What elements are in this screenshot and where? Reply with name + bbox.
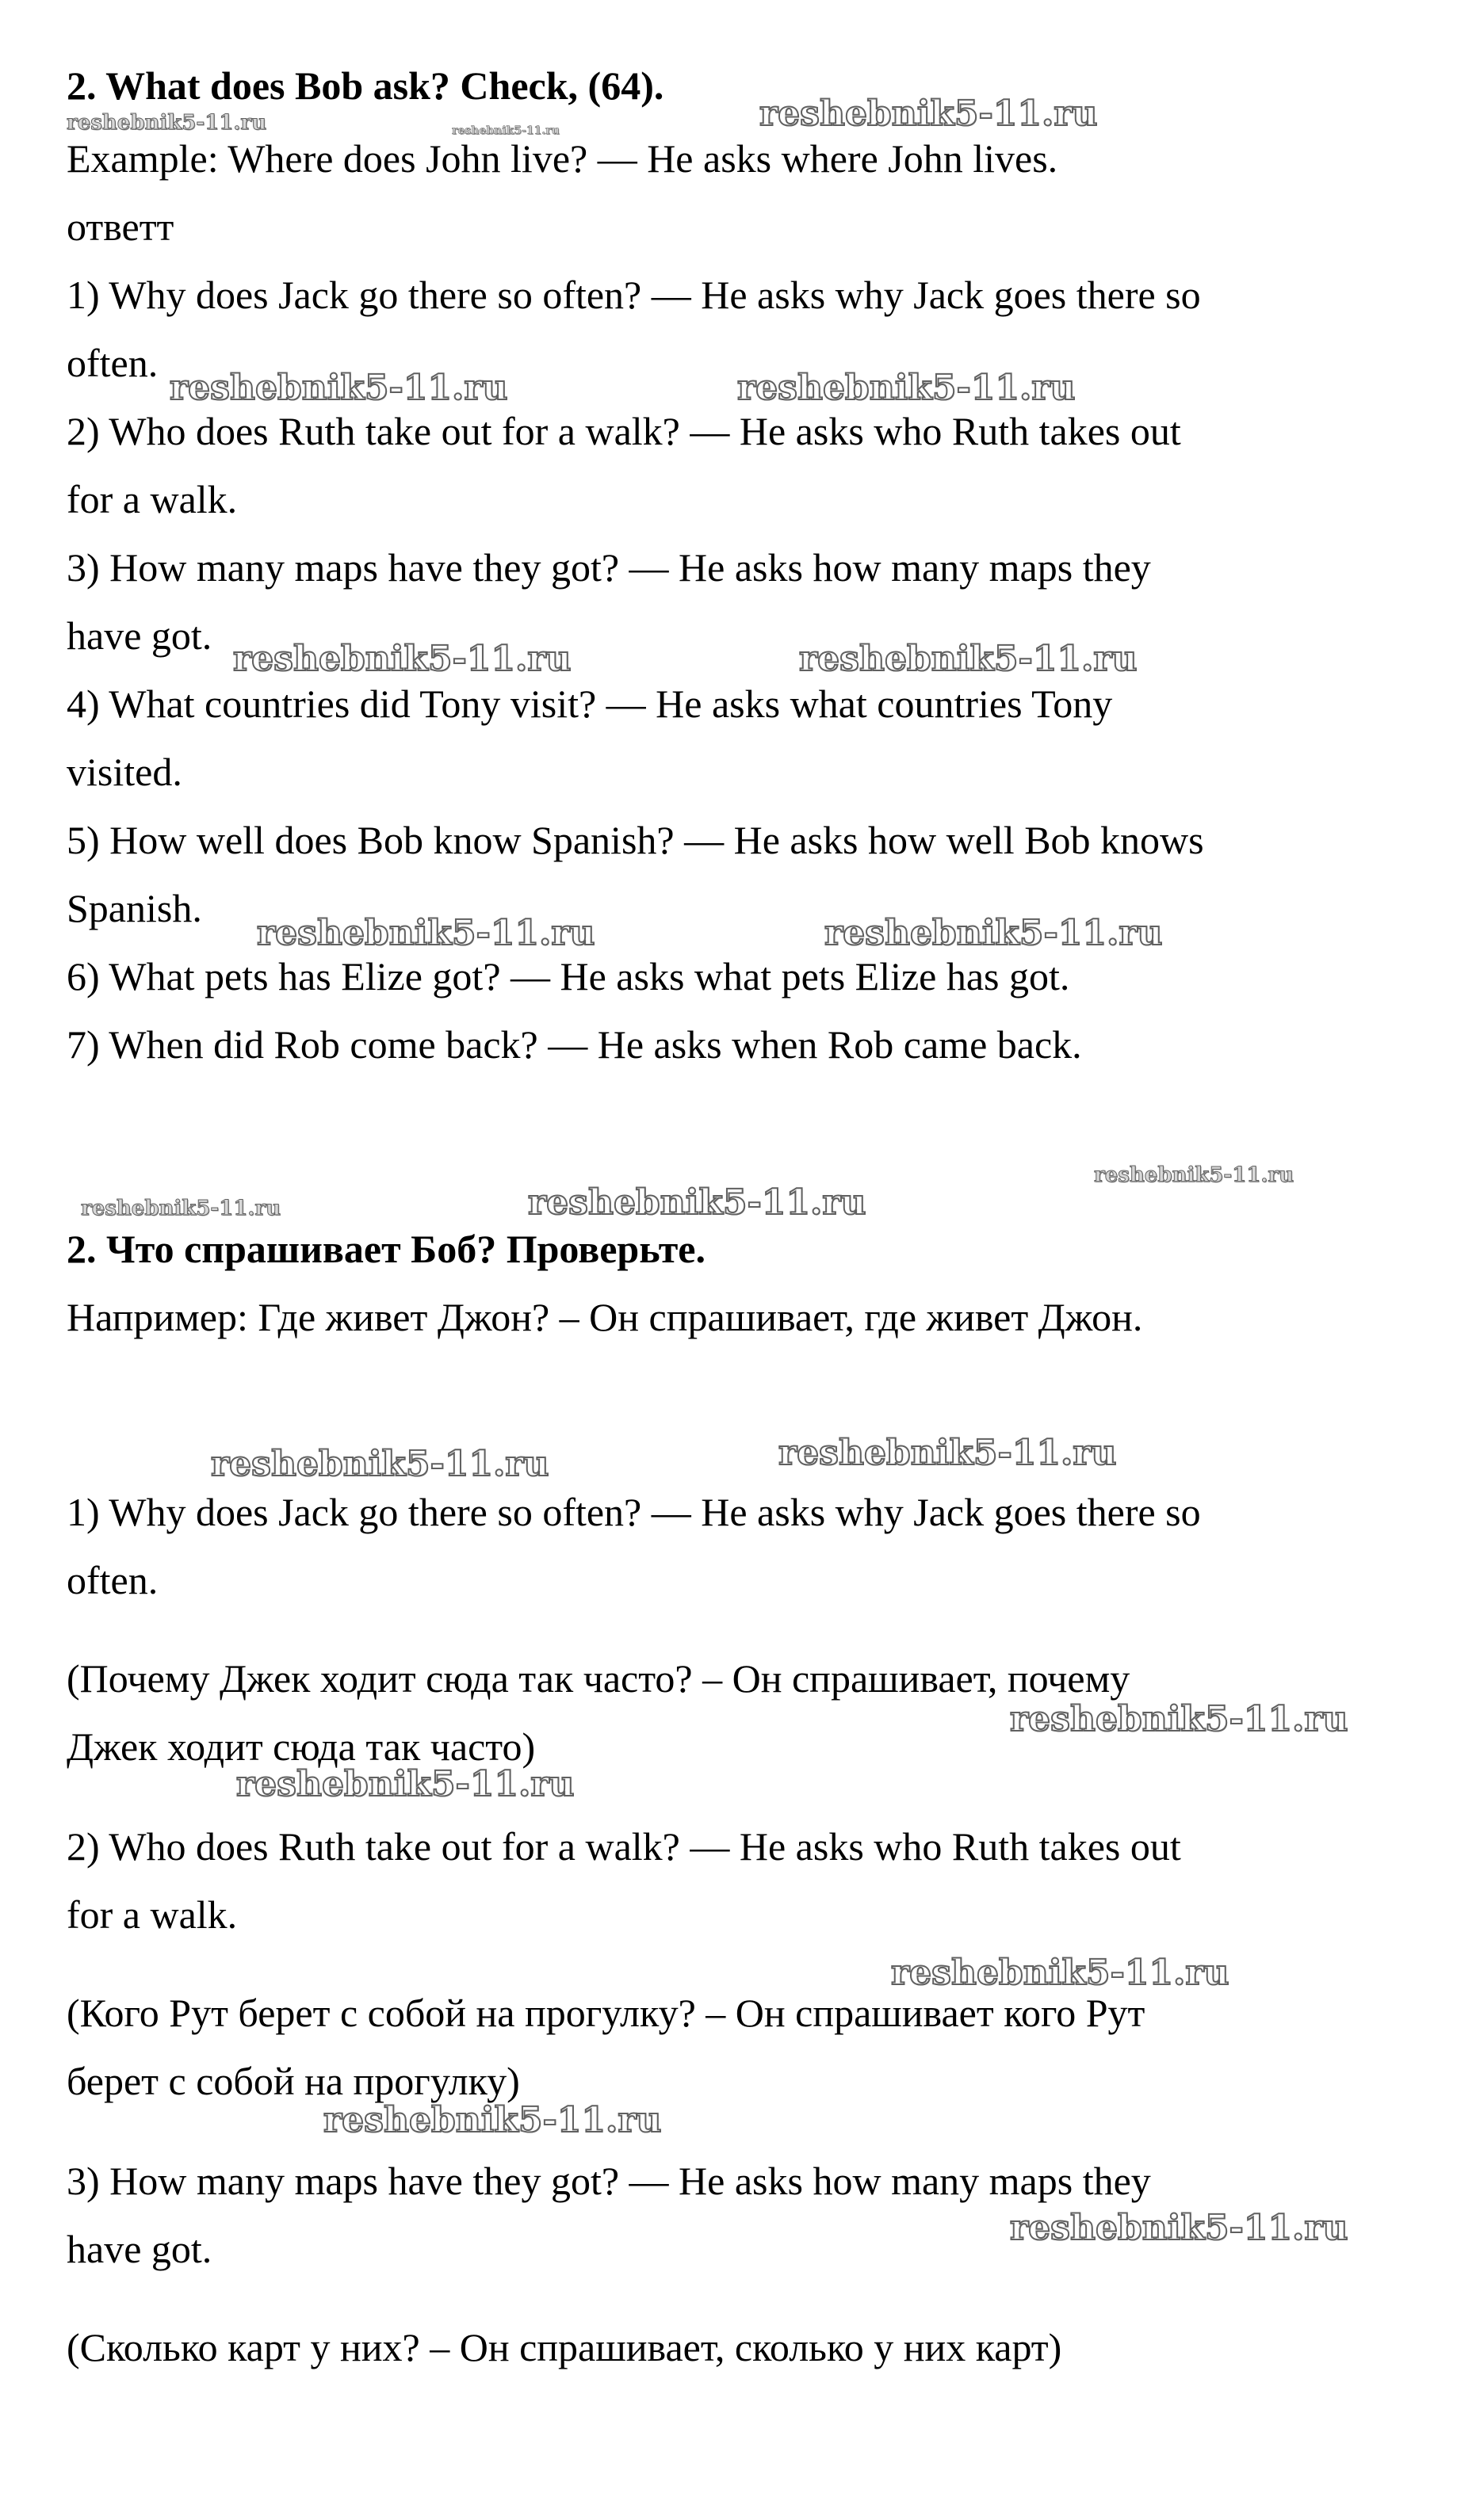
answer-label: ответт [67,204,174,249]
answer-item-5-line-1: 5) How well does Bob know Spanish? — He asks how well Bob knows [67,818,1204,862]
answer-item-4-line-1: 4) What countries did Tony visit? — He asks what countries Tony [67,682,1113,726]
watermark: reshebnik5-11.ru [67,111,267,135]
watermark: reshebnik5-11.ru [81,1197,281,1220]
watermark: reshebnik5-11.ru [323,2100,662,2140]
watermark: reshebnik5-11.ru [737,368,1076,408]
answer-item-3-line-2: have got. [67,613,212,658]
translation-item-2-ru-line-1: (Кого Рут берет с собой на прогулку? – Он спрашивает кого Рут [67,1991,1145,2035]
watermark: reshebnik5-11.ru [170,368,508,408]
exercise-heading: 2. What does Bob ask? Check, (64). [67,63,664,108]
watermark: reshebnik5-11.ru [891,1953,1229,1993]
translation-item-2-en-line-2: for a walk. [67,1892,238,1937]
translation-item-3-ru-line-1: (Сколько карт у них? – Он спрашивает, сколько у них карт) [67,2325,1062,2369]
watermark: reshebnik5-11.ru [236,1764,575,1804]
watermark: reshebnik5-11.ru [778,1433,1117,1473]
watermark: reshebnik5-11.ru [824,913,1163,953]
watermark: reshebnik5-11.ru [211,1444,549,1484]
translation-item-2-ru-line-2: берет с собой на прогулку) [67,2059,520,2103]
translation-item-1-ru-line-2: Джек ходит сюда так часто) [67,1724,536,1769]
watermark: reshebnik5-11.ru [1010,1699,1348,1739]
watermark: reshebnik5-11.ru [528,1182,866,1223]
answer-item-4-line-2: visited. [67,750,182,794]
answer-item-1-line-1: 1) Why does Jack go there so often? — He asks why Jack goes there so [67,273,1201,317]
translation-item-1-ru-line-1: (Почему Джек ходит сюда так часто? – Он спрашивает, почему [67,1656,1130,1701]
watermark: reshebnik5-11.ru [1010,2208,1348,2248]
watermark: reshebnik5-11.ru [759,94,1098,134]
translation-item-1-en-line-2: often. [67,1558,159,1602]
translation-item-3-en-line-2: have got. [67,2227,212,2271]
example-line: Example: Where does John live? — He asks where John lives. [67,136,1058,181]
watermark: reshebnik5-11.ru [1094,1163,1294,1187]
answer-item-3-line-1: 3) How many maps have they got? — He asks how many maps they [67,545,1151,590]
watermark: reshebnik5-11.ru [799,639,1138,679]
watermark: reshebnik5-11.ru [452,124,560,137]
answer-item-1-line-2: often. [67,341,159,385]
translation-item-2-en-line-1: 2) Who does Ruth take out for a walk? — He asks who Ruth takes out [67,1824,1181,1869]
answer-item-7: 7) When did Rob come back? — He asks when Rob came back. [67,1022,1082,1067]
answer-item-5-line-2: Spanish. [67,886,202,930]
answer-item-2-line-2: for a walk. [67,477,238,521]
watermark: reshebnik5-11.ru [233,639,572,679]
translation-item-3-en-line-1: 3) How many maps have they got? — He asks how many maps they [67,2159,1151,2203]
translation-item-1-en-line-1: 1) Why does Jack go there so often? — He asks why Jack goes there so [67,1490,1201,1534]
answer-item-2-line-1: 2) Who does Ruth take out for a walk? — He asks who Ruth takes out [67,409,1181,453]
watermark: reshebnik5-11.ru [257,913,595,953]
translation-example: Например: Где живет Джон? – Он спрашивает, где живет Джон. [67,1295,1143,1339]
answer-item-6: 6) What pets has Elize got? — He asks what pets Elize has got. [67,954,1070,998]
translation-heading: 2. Что спрашивает Боб? Проверьте. [67,1227,706,1271]
